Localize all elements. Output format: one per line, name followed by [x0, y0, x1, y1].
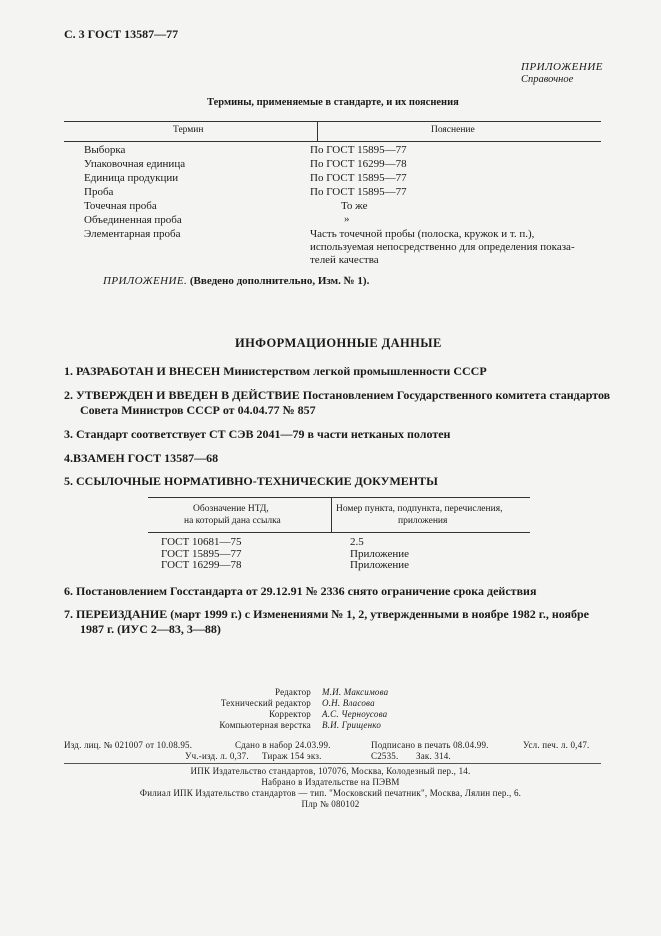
refs-doc-cell: ГОСТ 15895—77: [161, 548, 242, 560]
imprint-code: С2535.: [371, 751, 399, 761]
info-item-2-cont: Совета Министров СССР от 04.04.77 № 857: [80, 403, 316, 417]
info-item-1: 1. РАЗРАБОТАН И ВНЕСЕН Министерством легкой промышленности СССР: [64, 364, 487, 378]
term-cell: Объединенная проба: [84, 214, 182, 226]
imprint-typeset-note: Набрано в Издательстве на ПЭВМ: [261, 777, 400, 787]
refs-col2-header: приложения: [398, 516, 448, 526]
term-cell: Выборка: [84, 144, 126, 156]
imprint-name: В.И. Грищенко: [322, 720, 382, 730]
table-top-rule: [64, 121, 601, 122]
appendix-title: Термины, применяемые в стандарте, и их пояснения: [207, 97, 459, 108]
refs-col1-header: на который дана ссылка: [184, 516, 281, 526]
table-header-rule: [64, 141, 601, 142]
refs-col2-header: Номер пункта, подпункта, перечисления,: [336, 504, 503, 514]
expl-cell: »: [344, 213, 350, 225]
appendix-note-label: ПРИЛОЖЕНИЕ.: [103, 275, 188, 287]
expl-cell: Часть точечной пробы (полоска, кружок и т. п.),: [310, 228, 535, 240]
info-item-4: 4.ВЗАМЕН ГОСТ 13587—68: [64, 451, 219, 465]
expl-cell: По ГОСТ 15895—77: [310, 172, 407, 184]
imprint-order: Зак. 314.: [416, 751, 451, 761]
expl-cell: телей качества: [310, 254, 379, 266]
expl-cell: По ГОСТ 16299—78: [310, 158, 407, 170]
term-cell: Упаковочная единица: [84, 158, 186, 170]
imprint-printer: Филиал ИПК Издательство стандартов — тип. "Московский печатник", Москва, Лялин пер., 6.: [139, 788, 522, 798]
imprint-print-sheets: Усл. печ. л. 0,47.: [523, 740, 590, 750]
appendix-note-text: (Введено дополнительно, Изм. № 1).: [189, 275, 370, 287]
imprint-license: Изд. лиц. № 021007 от 10.08.95.: [64, 740, 193, 750]
imprint-role: Технический редактор: [220, 698, 311, 708]
refs-place-cell: Приложение: [350, 548, 410, 560]
appendix-sublabel: Справочное: [521, 74, 574, 85]
expl-cell: По ГОСТ 15895—77: [310, 186, 407, 198]
term-cell: Проба: [84, 186, 114, 198]
term-cell: Точечная проба: [84, 200, 157, 212]
expl-cell: То же: [341, 200, 368, 212]
refs-doc-cell: ГОСТ 16299—78: [161, 559, 242, 571]
term-cell: Элементарная проба: [84, 228, 181, 240]
appendix-note: [103, 275, 369, 287]
term-cell: Единица продукции: [84, 172, 179, 184]
imprint-plr: Плр № 080102: [301, 799, 360, 809]
imprint-role: Корректор: [269, 709, 311, 719]
imprint-name: О.Н. Власова: [322, 698, 375, 708]
refs-place-cell: 2.5: [350, 536, 364, 548]
refs-top-rule: [148, 497, 530, 498]
imprint-pub-sheets: Уч.-изд. л. 0,37.: [185, 751, 249, 761]
info-item-3: 3. Стандарт соответствует СТ СЭВ 2041—79 в части нетканых полотен: [64, 427, 451, 441]
expl-cell: По ГОСТ 15895—77: [310, 144, 407, 156]
info-item-6: 6. Постановлением Госстандарта от 29.12.91 № 2336 снято ограничение срока действия: [64, 584, 537, 598]
appendix-label: ПРИЛОЖЕНИЕ: [521, 61, 603, 73]
refs-header-rule: [148, 532, 530, 533]
imprint-typeset-date: Сдано в набор 24.03.99.: [235, 740, 331, 750]
imprint-role: Редактор: [274, 687, 311, 697]
page-header: С. 3 ГОСТ 13587—77: [64, 27, 179, 41]
imprint-print-date: Подписано в печать 08.04.99.: [371, 740, 489, 750]
imprint-print-run: Тираж 154 экз.: [262, 751, 322, 761]
imprint-publisher: ИПК Издательство стандартов, 107076, Москва, Колодезный пер., 14.: [190, 766, 471, 776]
info-heading: ИНФОРМАЦИОННЫЕ ДАННЫЕ: [235, 336, 442, 350]
info-item-7-cont: 1987 г. (ИУС 2—83, 3—88): [80, 622, 221, 636]
expl-cell: используемая непосредственно для определения показа-: [310, 241, 575, 253]
refs-place-cell: Приложение: [350, 559, 410, 571]
imprint-divider: [64, 763, 601, 764]
imprint-name: М.И. Максимова: [322, 687, 389, 697]
col-term-header: Термин: [173, 125, 204, 135]
info-item-5: 5. ССЫЛОЧНЫЕ НОРМАТИВНО-ТЕХНИЧЕСКИЕ ДОКУМЕНТЫ: [64, 474, 438, 488]
table-col-divider: [317, 121, 318, 141]
info-item-7: 7. ПЕРЕИЗДАНИЕ (март 1999 г.) с Изменениями № 1, 2, утвержденными в ноябре 1982 г., ноябре: [64, 607, 589, 621]
info-item-2: 2. УТВЕРЖДЕН И ВВЕДЕН В ДЕЙСТВИЕ Постановлением Государственного комитета стандартов: [64, 388, 611, 402]
col-expl-header: Пояснение: [431, 125, 475, 135]
refs-col1-header: Обозначение НТД,: [193, 504, 269, 514]
refs-col-divider: [331, 497, 332, 532]
imprint-role: Компьютерная верстка: [219, 720, 311, 730]
refs-doc-cell: ГОСТ 10681—75: [161, 536, 242, 548]
imprint-name: А.С. Черноусова: [322, 709, 388, 719]
